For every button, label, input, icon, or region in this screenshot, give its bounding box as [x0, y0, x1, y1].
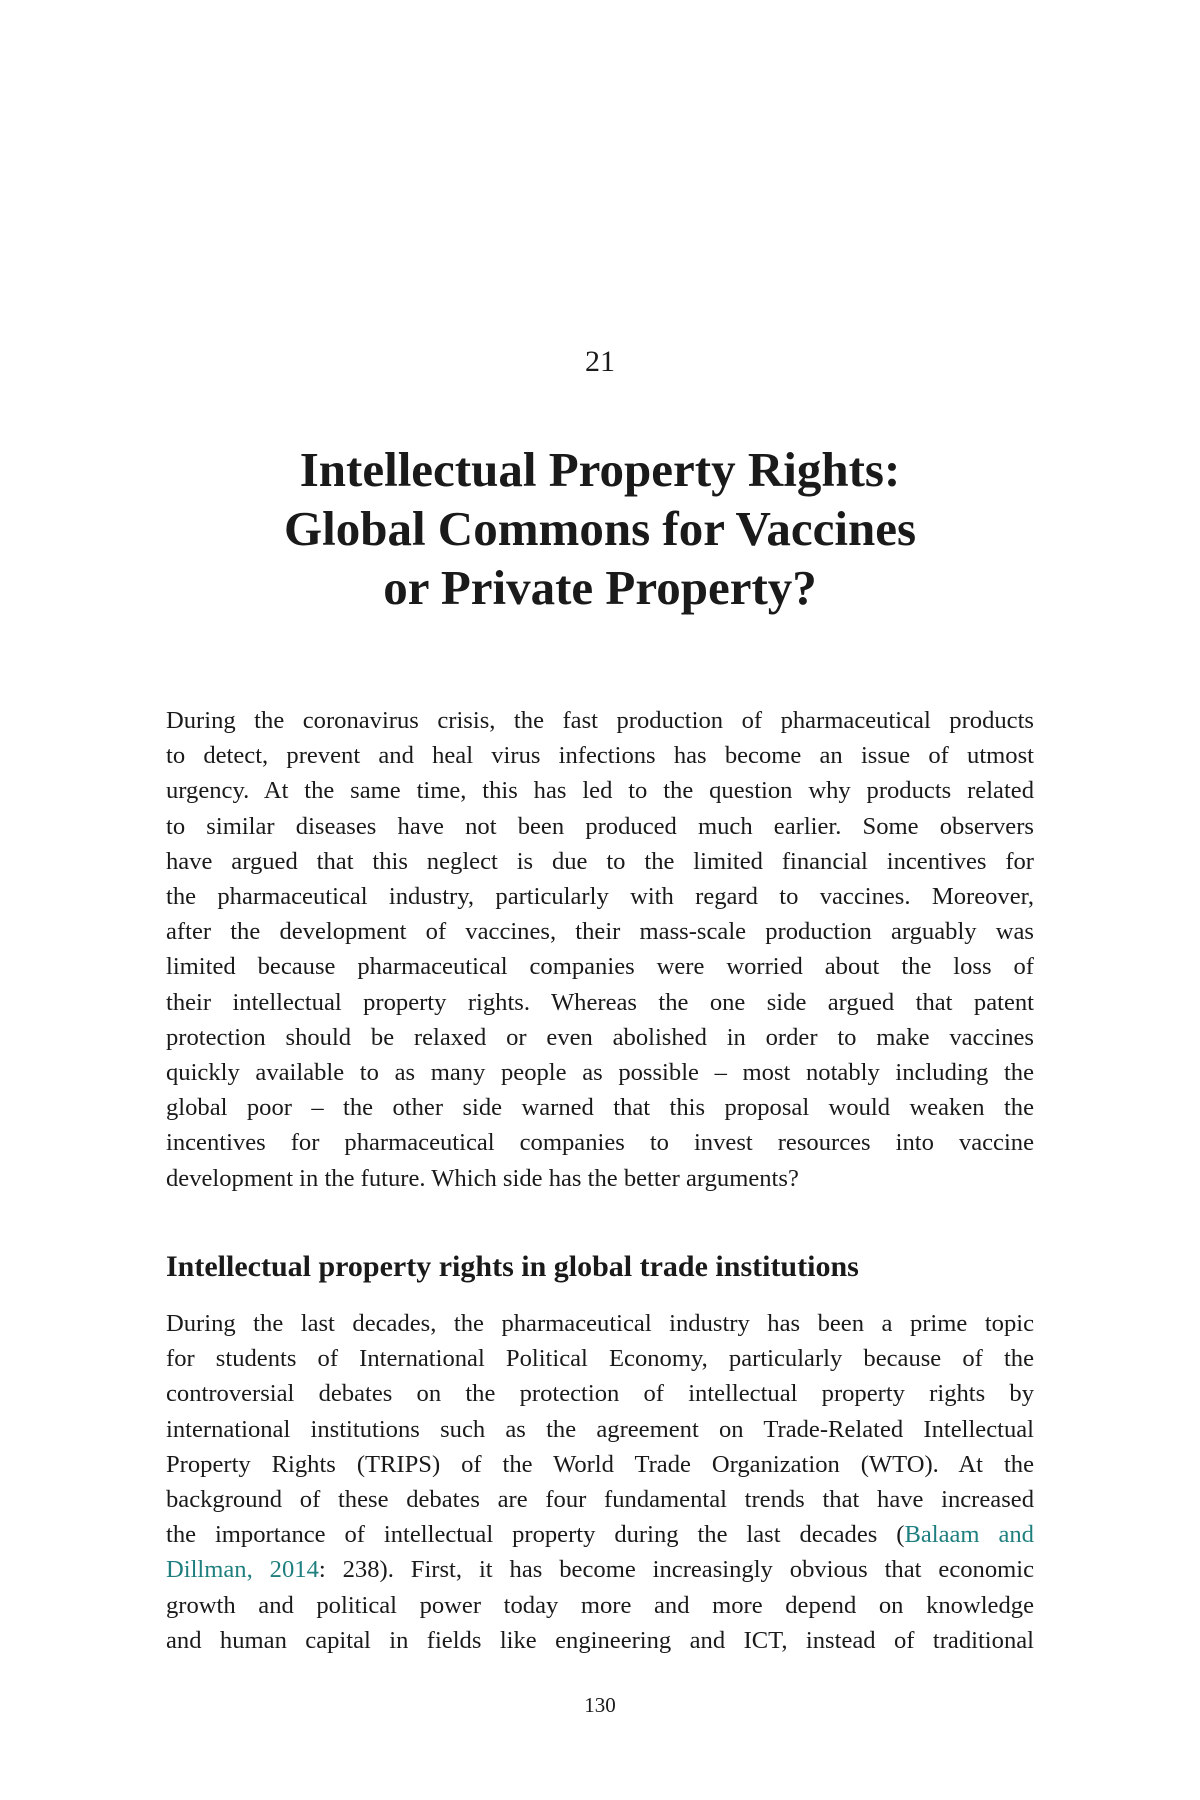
text-line: limited because pharmaceutical companies were worried about the loss of: [166, 953, 1034, 981]
section-heading: Intellectual property rights in global trade institutions: [166, 1250, 859, 1283]
text-line: to similar diseases have not been produced much earlier. Some observers: [166, 812, 1034, 840]
text-line: urgency. At the same time, this has led to the question why products related: [166, 777, 1034, 805]
text-line: to detect, prevent and heal virus infections has become an issue of utmost: [166, 742, 1034, 770]
text-line: During the last decades, the pharmaceutical industry has been a prime topic: [166, 1310, 1034, 1337]
text-line: global poor – the other side warned that this proposal would weaken the: [166, 1094, 1034, 1122]
text-line: international institutions such as the agreement on Trade-Related Intellectual: [166, 1415, 1034, 1443]
text-line: and human capital in fields like engineering and ICT, instead of traditional: [166, 1626, 1034, 1654]
text-line: for students of International Political Economy, particularly because of the: [166, 1345, 1034, 1373]
text-line: the pharmaceutical industry, particularly with regard to vaccines. Moreover,: [166, 883, 1034, 911]
citation-link[interactable]: Dillman, 2014: [166, 1556, 319, 1584]
chapter-title-line: Global Commons for Vaccines: [283, 501, 917, 556]
text-line: development in the future. Which side has the better arguments?: [166, 1164, 799, 1192]
text-line: controversial debates on the protection of intellectual property rights by: [166, 1380, 1034, 1408]
text-line: protection should be relaxed or even abolished in order to make vaccines: [166, 1023, 1034, 1051]
text-line: growth and political power today more and more depend on knowledge: [166, 1591, 1034, 1619]
chapter-title-line: Intellectual Property Rights:: [299, 442, 901, 497]
text-fragment: : 238). First, it has become increasingly obvious that economic: [318, 1556, 1034, 1584]
text-line: incentives for pharmaceutical companies to invest resources into vaccine: [166, 1129, 1034, 1157]
text-line: quickly available to as many people as possible – most notably including the: [166, 1059, 1034, 1087]
chapter-number: 21: [585, 345, 615, 378]
citation-link[interactable]: Balaam and: [904, 1521, 1034, 1549]
text-line: after the development of vaccines, their mass-scale production arguably was: [166, 918, 1034, 946]
chapter-title-line: or Private Property?: [383, 560, 817, 615]
section-paragraph: [166, 1306, 1034, 1658]
page-number: 130: [584, 1693, 616, 1717]
chapter-title: [150, 440, 1050, 617]
text-line: have argued that this neglect is due to the limited financial incentives for: [166, 847, 1034, 875]
text-line: [166, 1552, 1034, 1587]
text-line: During the coronavirus crisis, the fast production of pharmaceutical products: [166, 707, 1034, 734]
text-line: Property Rights (TRIPS) of the World Trade Organization (WTO). At the: [166, 1450, 1034, 1478]
text-line: their intellectual property rights. Whereas the one side argued that patent: [166, 988, 1034, 1016]
text-fragment: the importance of intellectual property during the last decades (: [166, 1521, 905, 1549]
text-line: background of these debates are four fundamental trends that have increased: [166, 1486, 1034, 1514]
text-line: [166, 1517, 1034, 1552]
intro-paragraph: [166, 703, 1034, 1196]
